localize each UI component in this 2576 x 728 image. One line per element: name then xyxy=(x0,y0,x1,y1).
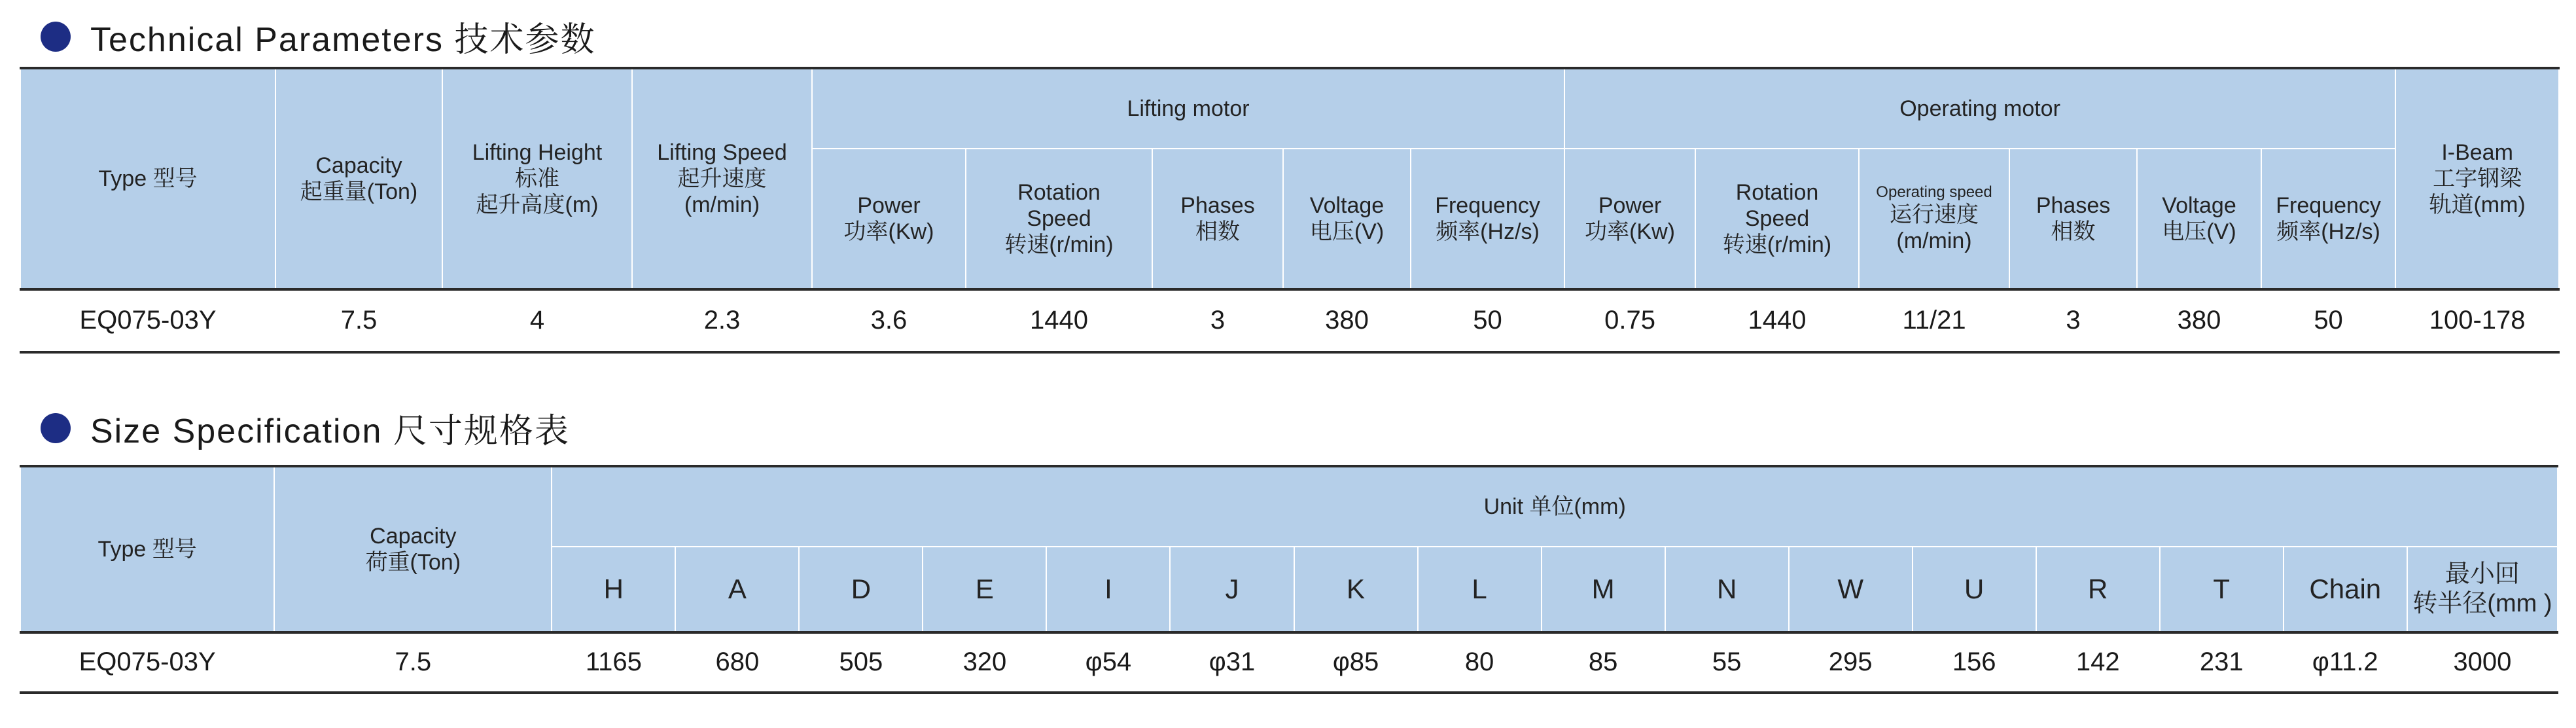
header-lm-rotation: Rotation Speed 转速(r/min) xyxy=(966,149,1152,289)
cell-om-rotation: 1440 xyxy=(1695,289,1859,352)
header-operating-motor: Operating motor xyxy=(1564,68,2395,149)
cell-type: EQ075-03Y xyxy=(20,632,274,693)
cell-lifting-speed: 2.3 xyxy=(632,289,812,352)
header-dim-u: U xyxy=(1913,547,2036,632)
header-lm-frequency: Frequency 频率(Hz/s) xyxy=(1411,149,1564,289)
cell-lm-voltage: 380 xyxy=(1283,289,1411,352)
tech-title-text: Technical Parameters 技术参数 xyxy=(90,21,596,59)
table-row xyxy=(20,289,2559,352)
header-dim-k: K xyxy=(1294,547,1418,632)
header-om-speed: Operating speed 运行速度 (m/min) xyxy=(1859,149,2009,289)
cell-w: 295 xyxy=(1789,632,1913,693)
header-lifting-motor: Lifting motor xyxy=(812,68,1564,149)
cell-e: 320 xyxy=(923,632,1046,693)
cell-h: 1165 xyxy=(552,632,675,693)
header-lifting-speed: Lifting Speed 起升速度 (m/min) xyxy=(632,68,812,289)
cell-min-radius: 3000 xyxy=(2407,632,2558,693)
header-om-voltage: Voltage 电压(V) xyxy=(2137,149,2261,289)
header-capacity: Capacity 荷重(Ton) xyxy=(274,466,552,632)
header-dim-d: D xyxy=(799,547,923,632)
header-om-power: Power 功率(Kw) xyxy=(1564,149,1695,289)
header-dim-n: N xyxy=(1665,547,1789,632)
header-dim-chain: Chain xyxy=(2284,547,2407,632)
header-dim-j: J xyxy=(1170,547,1294,632)
header-ibeam: I-Beam 工字钢梁 轨道(mm) xyxy=(2395,68,2559,289)
size-title-text: Size Specification 尺寸规格表 xyxy=(90,412,570,450)
cell-om-power: 0.75 xyxy=(1564,289,1695,352)
header-dim-r: R xyxy=(2036,547,2160,632)
header-dim-l: L xyxy=(1418,547,1542,632)
header-dim-e: E xyxy=(923,547,1046,632)
cell-ibeam: 100-178 xyxy=(2395,289,2559,352)
cell-u: 156 xyxy=(1913,632,2036,693)
header-unit: Unit 单位(mm) xyxy=(552,466,2558,547)
technical-parameters-table xyxy=(20,67,2560,354)
cell-j: φ31 xyxy=(1170,632,1294,693)
cell-lm-power: 3.6 xyxy=(812,289,966,352)
tech-section-title xyxy=(41,12,595,61)
cell-om-speed: 11/21 xyxy=(1859,289,2009,352)
cell-om-voltage: 380 xyxy=(2137,289,2261,352)
header-dim-t: T xyxy=(2160,547,2284,632)
cell-om-phases: 3 xyxy=(2009,289,2137,352)
header-lm-phases: Phases 相数 xyxy=(1152,149,1283,289)
cell-i: φ54 xyxy=(1046,632,1170,693)
header-om-phases: Phases 相数 xyxy=(2009,149,2137,289)
cell-chain: φ11.2 xyxy=(2284,632,2407,693)
header-om-frequency: Frequency 频率(Hz/s) xyxy=(2261,149,2395,289)
header-dim-w: W xyxy=(1789,547,1913,632)
cell-capacity: 7.5 xyxy=(274,632,552,693)
cell-n: 55 xyxy=(1665,632,1789,693)
header-type: Type 型号 xyxy=(20,466,274,632)
cell-k: φ85 xyxy=(1294,632,1418,693)
cell-l: 80 xyxy=(1418,632,1542,693)
cell-m: 85 xyxy=(1542,632,1665,693)
size-table-header xyxy=(20,466,2558,632)
header-capacity: Capacity 起重量(Ton) xyxy=(275,68,442,289)
header-om-rotation: Rotation Speed 转速(r/min) xyxy=(1695,149,1859,289)
header-type: Type 型号 xyxy=(20,68,275,289)
size-specification-table xyxy=(20,465,2558,694)
cell-om-frequency: 50 xyxy=(2261,289,2395,352)
cell-capacity: 7.5 xyxy=(275,289,442,352)
cell-a: 680 xyxy=(675,632,799,693)
table-row xyxy=(20,632,2558,693)
cell-r: 142 xyxy=(2036,632,2160,693)
header-lm-voltage: Voltage 电压(V) xyxy=(1283,149,1411,289)
header-lifting-height: Lifting Height 标准 起升高度(m) xyxy=(442,68,632,289)
header-dim-i: I xyxy=(1046,547,1170,632)
cell-lifting-height: 4 xyxy=(442,289,632,352)
cell-d: 505 xyxy=(799,632,923,693)
tech-table-header xyxy=(20,68,2559,289)
header-min-radius: 最小回 转半径(mm ) xyxy=(2407,547,2558,632)
bullet-icon xyxy=(41,413,71,443)
header-dim-m: M xyxy=(1542,547,1665,632)
size-section-title xyxy=(41,403,570,452)
cell-t: 231 xyxy=(2160,632,2284,693)
cell-lm-frequency: 50 xyxy=(1411,289,1564,352)
header-lm-power: Power 功率(Kw) xyxy=(812,149,966,289)
bullet-icon xyxy=(41,22,71,52)
cell-lm-rotation: 1440 xyxy=(966,289,1152,352)
cell-lm-phases: 3 xyxy=(1152,289,1283,352)
header-dim-a: A xyxy=(675,547,799,632)
cell-type: EQ075-03Y xyxy=(20,289,275,352)
header-dim-h: H xyxy=(552,547,675,632)
